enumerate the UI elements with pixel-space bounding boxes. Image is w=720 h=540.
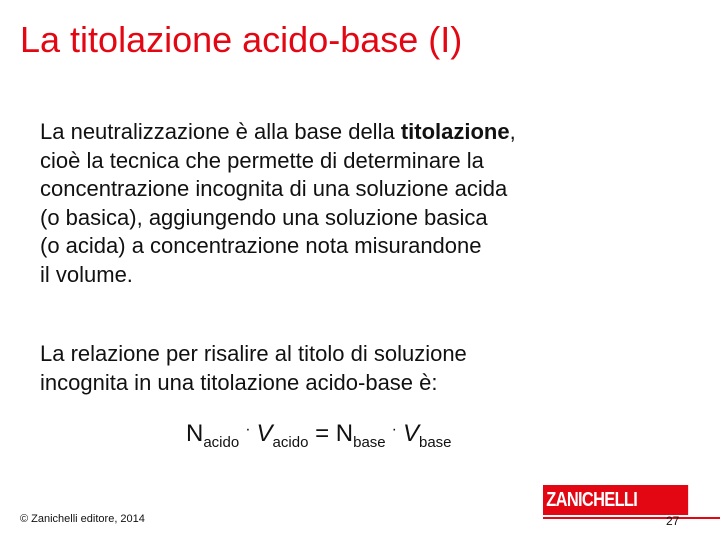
paragraph-relation-intro — [40, 340, 680, 397]
equals-sign: = — [308, 420, 336, 447]
text-segment: La neutralizzazione è alla base della — [40, 119, 401, 144]
text-line: incognita in una titolazione acido-base è: — [40, 369, 438, 395]
slide-title: La titolazione acido-base (I) — [20, 19, 463, 60]
multiply-dot: · — [391, 421, 397, 438]
text-segment: , — [509, 119, 516, 144]
text-line — [40, 118, 680, 147]
text-line: concentrazione incognita di una soluzione acida — [40, 176, 508, 201]
copyright-notice: © Zanichelli editore, 2014 — [20, 513, 145, 525]
titration-formula — [186, 420, 452, 451]
formula-v-base: V — [402, 420, 419, 447]
page-number: 27 — [666, 514, 680, 528]
text-line: (o basica), aggiungendo una soluzione basica — [40, 204, 488, 230]
multiply-dot: · — [245, 421, 251, 438]
text-line: cioè la tecnica che permette di determinare la — [40, 147, 484, 173]
formula-subscript: acido — [203, 434, 240, 451]
formula-n-base: N — [335, 420, 354, 447]
formula-n-acid: N — [186, 420, 204, 447]
text-line: il volume. — [40, 261, 133, 287]
footer-divider — [543, 517, 720, 519]
formula-subscript: acido — [272, 434, 309, 451]
text-line: (o acida) a concentrazione nota misurandone — [40, 233, 482, 258]
formula-subscript: base — [418, 434, 452, 451]
bold-term: titolazione — [400, 119, 510, 144]
publisher-logo: ZANICHELLI — [543, 485, 688, 515]
text-line: La relazione per risalire al titolo di soluzione — [40, 341, 467, 366]
paragraph-titration-definition — [40, 118, 680, 289]
formula-subscript: base — [353, 434, 386, 451]
formula-v-acid: V — [256, 420, 273, 447]
